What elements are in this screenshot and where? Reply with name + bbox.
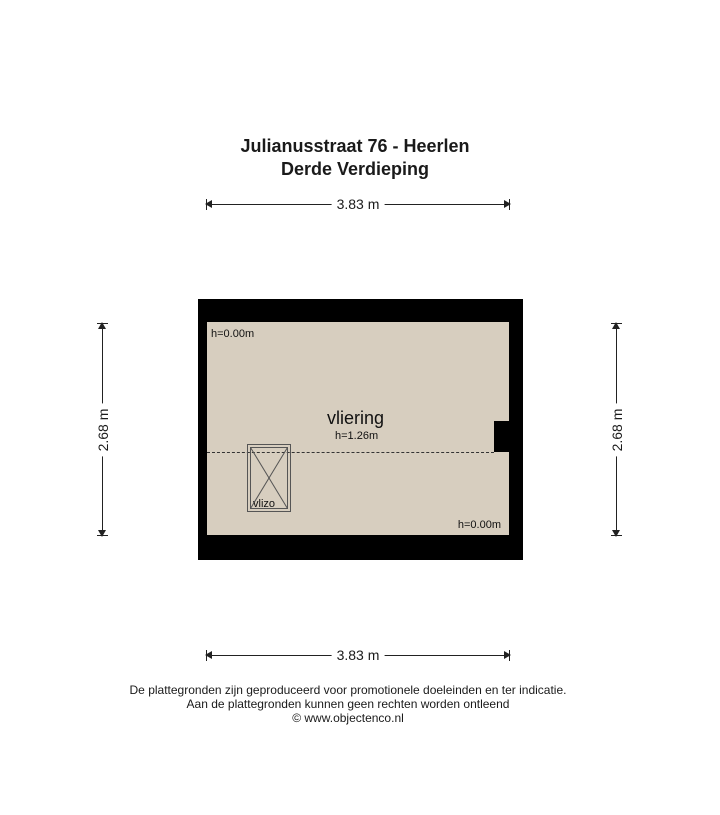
dimension-bottom-width-label: 3.83 m bbox=[332, 646, 385, 664]
dimension-right-height bbox=[607, 323, 627, 536]
height-bottom-right-label: h=0.00m bbox=[457, 519, 501, 531]
loft-hatch bbox=[247, 444, 291, 512]
hatch-label: vlizo bbox=[253, 498, 276, 510]
room-name: vliering bbox=[327, 408, 385, 428]
height-mid-label: h=1.26m bbox=[335, 430, 379, 442]
height-top-left-label: h=0.00m bbox=[211, 328, 255, 340]
floorplan-subtitle: Derde Verdieping bbox=[280, 159, 430, 179]
dimension-right-height-label: 2.68 m bbox=[608, 403, 626, 456]
dimension-top-width-label: 3.83 m bbox=[332, 195, 385, 213]
room-walls bbox=[198, 299, 523, 560]
dimension-left-height-label: 2.68 m bbox=[94, 403, 112, 456]
room-floor bbox=[207, 322, 509, 535]
copyright-line: © www.objectenco.nl bbox=[292, 711, 404, 725]
chimney-block bbox=[494, 421, 518, 452]
dimension-top-width bbox=[206, 195, 510, 215]
disclaimer-line-2: Aan de plattegronden kunnen geen rechten worden ontleend bbox=[186, 697, 510, 711]
disclaimer-line-1: De plattegronden zijn geproduceerd voor promotionele doeleinden en ter indicatie. bbox=[129, 683, 567, 697]
dimension-left-height bbox=[93, 323, 113, 536]
dimension-bottom-width bbox=[206, 646, 510, 666]
floorplan-title: Julianusstraat 76 - Heerlen bbox=[240, 136, 470, 156]
